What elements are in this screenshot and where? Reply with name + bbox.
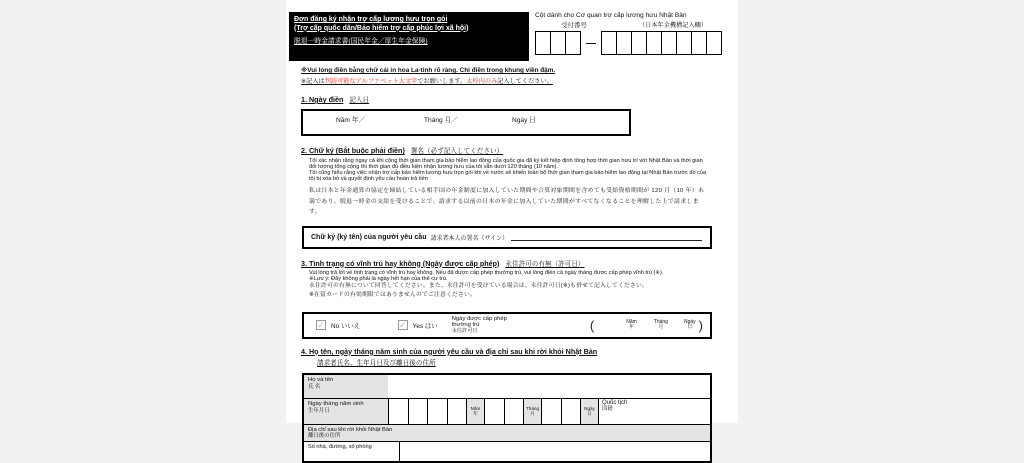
input-cell[interactable] bbox=[646, 31, 662, 55]
name-input-cell[interactable] bbox=[388, 375, 710, 398]
permanent-residence-answer-box bbox=[302, 312, 712, 339]
section3-body-jp2: ※在留カードの有効期限ではありませんのでご注意ください。 bbox=[309, 291, 476, 298]
reception-number-label: 受付番号 bbox=[561, 22, 587, 29]
birthdate-label: Ngày tháng năm sinh 生年月日 bbox=[304, 399, 388, 424]
street-input-cell[interactable] bbox=[399, 442, 710, 461]
fill-date-day-label: Ngày 日 bbox=[512, 117, 536, 124]
form-title-box bbox=[289, 12, 529, 61]
reception-cells-left bbox=[535, 31, 581, 55]
section4-heading: 4. Họ tên, ngày tháng năm sinh của người yêu cầu và địa chỉ sau khi rời khỏi Nhật Bản 請求者氏名、生年月日及び離日後の住所 bbox=[301, 346, 598, 367]
instruction-vn: ※Vui lòng điền bằng chữ cái in hoa La-tinh rõ ràng. Chỉ điền trong khung viền đậm. bbox=[301, 67, 556, 74]
agency-fill-label: （日本年金機構記入欄） bbox=[638, 22, 708, 29]
no-checkbox[interactable] bbox=[316, 320, 326, 330]
input-cell[interactable] bbox=[550, 31, 566, 55]
permit-month-label: Tháng 月 bbox=[653, 319, 668, 331]
input-cell[interactable] bbox=[601, 31, 617, 55]
birth-day-cells bbox=[541, 399, 580, 424]
instruction-jp-red2: 太枠内のみ bbox=[466, 78, 498, 85]
section3-body bbox=[309, 270, 709, 299]
input-cell[interactable] bbox=[661, 31, 677, 55]
section3-body-vn1: Vui lòng trả lời về tình trạng có vĩnh trú hay không. Nếu đã được cấp phép thường trú, vui lòng điền cả ngày tháng được cấp phép vĩnh trú (※). bbox=[309, 269, 664, 276]
fill-date-month-label: Tháng 月／ bbox=[424, 117, 458, 124]
birth-year-unit-label: Năm 年 bbox=[466, 399, 484, 424]
form-page bbox=[286, 0, 738, 450]
section2-heading: 2. Chữ ký (Bắt buộc phải điền) 署名（必ず記入してください） bbox=[301, 146, 504, 155]
section2-paragraph-jp: 私は日本と年金通算の協定を締結している相手国の年金制度に加入していた期間や合算対象期間を含めても受給資格期間が 120 月（10 年）未満であり、脱退一時金の支給を受けることで、請求する以前の日本の年金に加入していた期間がすべてなくなることを理解した上で請求します。 bbox=[309, 188, 705, 215]
checkmark-icon: ✓ bbox=[317, 320, 325, 331]
section3-body-vn2: ※Lưu ý: Đây không phải là ngày hết hạn của thẻ cư trú. bbox=[309, 275, 448, 282]
header bbox=[286, 0, 738, 61]
birth-month-unit-label: Tháng 月 bbox=[523, 399, 541, 424]
permit-year-label: Năm 年 bbox=[626, 319, 637, 331]
fill-date-box[interactable] bbox=[301, 109, 631, 136]
section1-heading: 1. Ngày điền 記入日 bbox=[301, 95, 370, 104]
birth-year-cells bbox=[388, 399, 466, 424]
permit-date-label: Ngày được cấp phép thường trú 永住許可日 bbox=[451, 315, 507, 335]
input-cell[interactable] bbox=[565, 31, 581, 55]
input-cell[interactable] bbox=[484, 399, 504, 424]
reception-number-boxes bbox=[535, 31, 733, 55]
table-row-address-header bbox=[304, 424, 710, 441]
input-cell[interactable] bbox=[706, 31, 722, 55]
table-row-street bbox=[304, 441, 710, 461]
table-row-birthdate bbox=[304, 398, 710, 424]
yes-checkbox-label: Yes はい bbox=[412, 322, 438, 330]
checkmark-icon: ✓ bbox=[398, 320, 407, 331]
signature-box bbox=[302, 226, 712, 249]
name-label: Họ và tên 氏 名 bbox=[304, 375, 388, 398]
no-checkbox-label: No いいえ bbox=[331, 322, 361, 330]
signature-label-vn: Chữ ký (ký tên) của người yêu cầu bbox=[311, 233, 427, 241]
section3-heading: 3. Tình trạng có vĩnh trú hay không (Ngày được cấp phép) 永住許可の有無（許可日） bbox=[301, 258, 585, 268]
yes-checkbox[interactable] bbox=[398, 320, 408, 330]
signature-label-jp: 請求者本人の署名（サイン） bbox=[430, 235, 509, 242]
input-cell[interactable] bbox=[504, 399, 524, 424]
permit-day-label: Ngày 日 bbox=[683, 319, 696, 331]
nationality-cell[interactable]: Quốc tịch 国籍 bbox=[598, 399, 710, 424]
input-cell[interactable] bbox=[631, 31, 647, 55]
input-cell[interactable] bbox=[691, 31, 707, 55]
agency-use-block bbox=[535, 12, 733, 61]
paren-close: ) bbox=[698, 317, 703, 333]
address-label: Địa chỉ sau khi rời khỏi Nhật Bản 離日後の住所 bbox=[304, 425, 710, 441]
instructions bbox=[301, 66, 738, 85]
input-cell[interactable] bbox=[616, 31, 632, 55]
claimant-info-table bbox=[302, 373, 712, 463]
input-cell[interactable] bbox=[676, 31, 692, 55]
instruction-jp-red1: 判読可能なアルファベット大文字 bbox=[324, 78, 418, 85]
fill-date-year-label: Năm 年／ bbox=[336, 117, 365, 124]
agency-use-label: Cột dành cho Cơ quan trợ cấp lương hưu Nhật Bản bbox=[535, 12, 687, 19]
input-cell[interactable] bbox=[447, 399, 467, 424]
form-title-jp: 脱退一時金請求書(国民年金／厚生年金保険) bbox=[294, 38, 428, 45]
instruction-jp: ※記入は判読可能なアルファベット大文字でお願いします。太枠内のみ記入してください。 bbox=[301, 78, 553, 85]
birth-month-cells bbox=[484, 399, 523, 424]
signature-input-line[interactable] bbox=[511, 233, 702, 241]
reception-cells-right bbox=[601, 31, 722, 55]
input-cell[interactable] bbox=[561, 399, 581, 424]
table-row-name bbox=[304, 375, 710, 398]
section3-body-jp1: 永住許可の有無について回答してください。また、永住許可を受けている場合は、永住許可日(※)も併せて記入してください。 bbox=[309, 283, 649, 290]
form-title-vn-line2: (Trợ cấp quốc dân/Bảo hiểm trợ cấp phúc lợi xã hội) bbox=[294, 24, 469, 32]
paren-open: ( bbox=[589, 317, 595, 333]
birth-day-unit-label: Ngày 日 bbox=[580, 399, 598, 424]
input-cell[interactable] bbox=[388, 399, 408, 424]
input-cell[interactable] bbox=[408, 399, 428, 424]
street-label: Số nhà, đường, số phòng bbox=[304, 442, 399, 461]
input-cell[interactable] bbox=[541, 399, 561, 424]
input-cell[interactable] bbox=[427, 399, 447, 424]
form-title-vn-line1: Đơn đăng ký nhận trợ cấp lương hưu trọn gói bbox=[294, 16, 448, 23]
section2-paragraph-vn: Tôi xác nhận rằng ngay cả khi cộng thời gian tham gia bảo hiểm lao động của quốc gia đã ký kết hiệp định tổng hợp thời gian hưu trí với Nhật Bản và thời gian đối tượng tổng cộng thì thời gian đủ điều kiện nhận lương hưu của tôi vẫn dưới 120 tháng (10 năm). Tôi cũng hiểu rằng việc nhận trợ cấp bảo hiểm lương hưu trọn gói khi về nước sẽ khiến toàn bộ thời gian tham gia bảo hiểm lao động tại Nhật Bản trước đó của tôi bị xóa bỏ và quyết định yêu cầu hoàn trả tiền bbox=[309, 158, 707, 182]
input-cell[interactable] bbox=[535, 31, 551, 55]
dash-separator: — bbox=[586, 37, 596, 49]
